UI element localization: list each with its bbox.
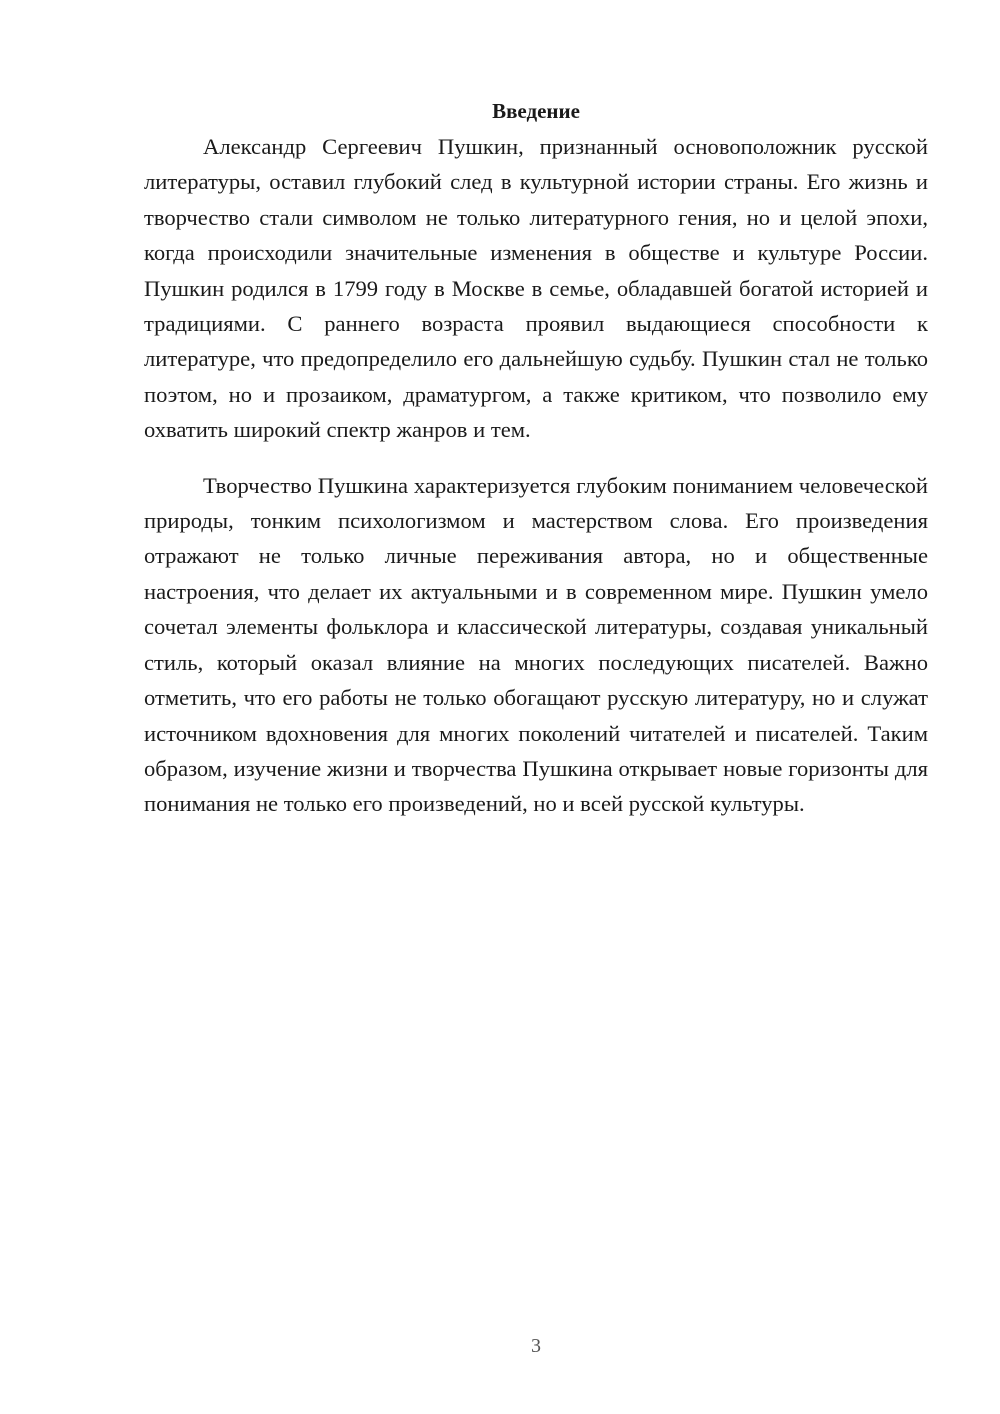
page-number: 3 [531, 1335, 541, 1357]
page-content [144, 94, 928, 822]
paragraph-2: Творчество Пушкина характеризуется глубоким пониманием человеческой природы, тонким психологизмом и мастерством слова. Его произведения отражают не только личные переживания автора, но и общественные настроения, что делает их актуальными и в современном мире. Пушкин умело сочетал элементы фольклора и классической литературы, создавая уникальный стиль, который оказал влияние на многих последующих писателей. Важно отметить, что его работы не только обогащают русскую литературу, но и служат источником вдохновения для многих поколений читателей и писателей. Таким образом, изучение жизни и творчества Пушкина открывает новые горизонты для понимания не только его произведений, но и всей русской культуры. [144, 472, 928, 817]
section-heading: Введение [492, 99, 580, 123]
paragraph-1: Александр Сергеевич Пушкин, признанный основоположник русской литературы, оставил глубокий след в культурной истории страны. Его жизнь и творчество стали символом не только литературного гения, но и целой эпохи, когда происходили значительные изменения в обществе и культуре России. Пушкин родился в 1799 году в Москве в семье, обладавшей богатой историей и традициями. С раннего возраста проявил выдающиеся способности к литературе, что предопределило его дальнейшую судьбу. Пушкин стал не только поэтом, но и прозаиком, драматургом, а также критиком, что позволило ему охватить широкий спектр жанров и тем. [144, 134, 928, 443]
